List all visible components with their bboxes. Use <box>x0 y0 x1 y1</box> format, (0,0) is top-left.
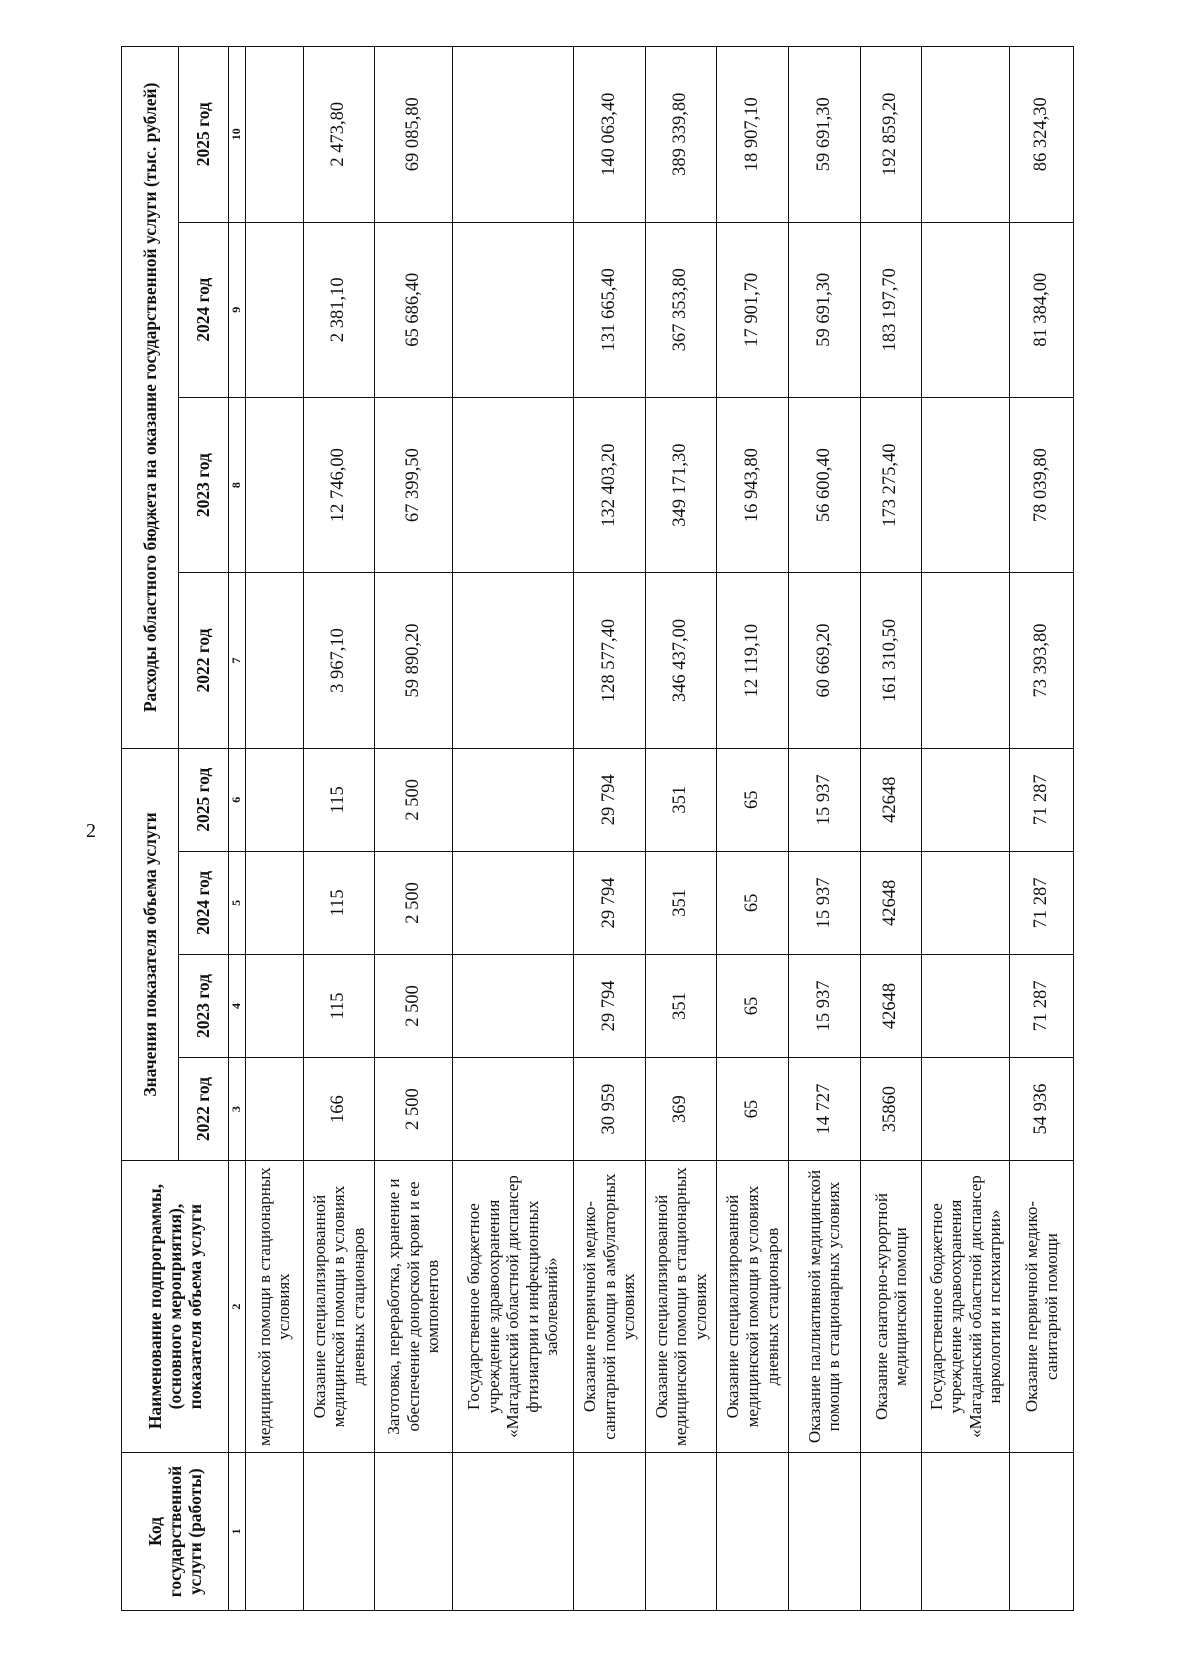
value-cell-s2023 <box>246 397 303 572</box>
header-spend-year: 2022 год <box>179 573 229 748</box>
service-name-cell: Оказание санаторно-курортной медицинской помощи <box>860 1161 921 1453</box>
header-spend-year: 2025 год <box>179 47 229 223</box>
value-cell-s2024: 17 901,70 <box>717 222 789 397</box>
page-number: 2 <box>86 820 96 842</box>
value-cell-s2025: 140 063,40 <box>574 47 646 223</box>
value-cell-s2022 <box>922 573 1010 748</box>
service-code-cell <box>1010 1453 1074 1611</box>
value-cell-v2025: 71 287 <box>1010 748 1074 851</box>
value-cell-v2025 <box>453 748 574 851</box>
column-number: 3 <box>229 1058 246 1161</box>
column-number: 9 <box>229 222 246 397</box>
value-cell-v2023: 29 794 <box>574 954 646 1057</box>
service-name-cell: медицинской помощи в стационарных условиях <box>246 1161 303 1453</box>
value-cell-s2024: 183 197,70 <box>860 222 921 397</box>
value-cell-s2024: 2 381,10 <box>303 222 375 397</box>
table-row <box>246 47 303 1611</box>
value-cell-v2023: 115 <box>303 954 375 1057</box>
value-cell-v2022 <box>922 1058 1010 1161</box>
value-cell-v2023: 351 <box>645 954 717 1057</box>
service-code-cell <box>789 1453 861 1611</box>
value-cell-s2024: 81 384,00 <box>1010 222 1074 397</box>
value-cell-v2025: 65 <box>717 748 789 851</box>
value-cell-s2023: 173 275,40 <box>860 397 921 572</box>
value-cell-s2023: 16 943,80 <box>717 397 789 572</box>
service-name-cell: Оказание первичной медико-санитарной помощи <box>1010 1161 1074 1453</box>
value-cell-s2024 <box>246 222 303 397</box>
value-cell-s2025 <box>922 47 1010 223</box>
column-number: 5 <box>229 851 246 954</box>
value-cell-v2024: 29 794 <box>574 851 646 954</box>
table-row <box>453 47 574 1611</box>
value-cell-v2022: 65 <box>717 1058 789 1161</box>
service-code-cell <box>922 1453 1010 1611</box>
value-cell-s2023: 12 746,00 <box>303 397 375 572</box>
column-number: 8 <box>229 397 246 572</box>
value-cell-s2025 <box>246 47 303 223</box>
value-cell-s2022 <box>453 573 574 748</box>
table-row <box>375 47 453 1611</box>
header-spend-year: 2023 год <box>179 397 229 572</box>
value-cell-v2023 <box>453 954 574 1057</box>
value-cell-v2024 <box>453 851 574 954</box>
value-cell-s2024: 59 691,30 <box>789 222 861 397</box>
value-cell-v2023: 15 937 <box>789 954 861 1057</box>
value-cell-v2022 <box>246 1058 303 1161</box>
header-volume-year: 2024 год <box>179 851 229 954</box>
value-cell-v2024: 42648 <box>860 851 921 954</box>
value-cell-v2025: 15 937 <box>789 748 861 851</box>
value-cell-v2024: 351 <box>645 851 717 954</box>
service-code-cell <box>453 1453 574 1611</box>
value-cell-v2022: 2 500 <box>375 1058 453 1161</box>
value-cell-v2025 <box>246 748 303 851</box>
header-volume-year: 2022 год <box>179 1058 229 1161</box>
value-cell-v2023: 42648 <box>860 954 921 1057</box>
value-cell-s2023 <box>453 397 574 572</box>
value-cell-v2022: 14 727 <box>789 1058 861 1161</box>
value-cell-v2025: 115 <box>303 748 375 851</box>
value-cell-s2025: 18 907,10 <box>717 47 789 223</box>
value-cell-v2023: 65 <box>717 954 789 1057</box>
service-code-cell <box>717 1453 789 1611</box>
header-volume-year: 2025 год <box>179 748 229 851</box>
value-cell-s2023: 132 403,20 <box>574 397 646 572</box>
table-row <box>717 47 789 1611</box>
value-cell-s2025: 86 324,30 <box>1010 47 1074 223</box>
value-cell-s2023: 78 039,80 <box>1010 397 1074 572</box>
service-name-cell: Государственное бюджетное учреждение здравоохранения «Магаданский областной диспансер наркологии и психиатрии» <box>922 1161 1010 1453</box>
value-cell-s2022 <box>246 573 303 748</box>
value-cell-s2025: 192 859,20 <box>860 47 921 223</box>
service-code-cell <box>303 1453 375 1611</box>
service-name-cell: Оказание специализированной медицинской помощи в условиях дневных стационаров <box>303 1161 375 1453</box>
value-cell-v2024: 71 287 <box>1010 851 1074 954</box>
value-cell-v2025: 42648 <box>860 748 921 851</box>
service-code-cell <box>375 1453 453 1611</box>
service-name-cell: Оказание специализированной медицинской помощи в условиях дневных стационаров <box>717 1161 789 1453</box>
column-number: 7 <box>229 573 246 748</box>
service-name-cell: Оказание первичной медико-санитарной помощи в амбулаторных условиях <box>574 1161 646 1453</box>
column-number: 10 <box>229 47 246 223</box>
value-cell-v2025: 351 <box>645 748 717 851</box>
value-cell-v2022: 166 <box>303 1058 375 1161</box>
value-cell-s2025 <box>453 47 574 223</box>
table-row <box>645 47 717 1611</box>
value-cell-s2022: 3 967,10 <box>303 573 375 748</box>
value-cell-s2025: 59 691,30 <box>789 47 861 223</box>
value-cell-s2022: 59 890,20 <box>375 573 453 748</box>
value-cell-v2023 <box>246 954 303 1057</box>
service-code-cell <box>246 1453 303 1611</box>
value-cell-s2022: 60 669,20 <box>789 573 861 748</box>
value-cell-v2024: 65 <box>717 851 789 954</box>
header-code: Код государственной услуги (работы) <box>122 1453 229 1611</box>
service-code-cell <box>860 1453 921 1611</box>
value-cell-v2024: 2 500 <box>375 851 453 954</box>
header-spend-group: Расходы областного бюджета на оказание государственной услуги (тыс. рублей) <box>122 47 179 749</box>
table-row <box>574 47 646 1611</box>
value-cell-v2025: 2 500 <box>375 748 453 851</box>
header-volume-group: Значения показателя объема услуги <box>122 748 179 1160</box>
table-row <box>1010 47 1074 1611</box>
value-cell-s2023: 67 399,50 <box>375 397 453 572</box>
column-number: 2 <box>229 1161 246 1453</box>
header-spend-year: 2024 год <box>179 222 229 397</box>
value-cell-v2024: 15 937 <box>789 851 861 954</box>
value-cell-s2022: 346 437,00 <box>645 573 717 748</box>
value-cell-s2025: 69 085,80 <box>375 47 453 223</box>
value-cell-v2025 <box>922 748 1010 851</box>
value-cell-v2024 <box>246 851 303 954</box>
value-cell-v2022: 54 936 <box>1010 1058 1074 1161</box>
table-row <box>922 47 1010 1611</box>
services-table <box>121 46 1074 1611</box>
value-cell-s2025: 2 473,80 <box>303 47 375 223</box>
service-name-cell: Государственное бюджетное учреждение здравоохранения «Магаданский областной диспансер фтизиатрии и инфекционных заболеваний» <box>453 1161 574 1453</box>
value-cell-s2023: 56 600,40 <box>789 397 861 572</box>
value-cell-s2024: 131 665,40 <box>574 222 646 397</box>
value-cell-v2024: 115 <box>303 851 375 954</box>
service-name-cell: Оказание паллиативной медицинской помощи в стационарных условиях <box>789 1161 861 1453</box>
value-cell-s2022: 161 310,50 <box>860 573 921 748</box>
value-cell-s2023 <box>922 397 1010 572</box>
column-number: 6 <box>229 748 246 851</box>
value-cell-v2023: 2 500 <box>375 954 453 1057</box>
value-cell-s2022: 73 393,80 <box>1010 573 1074 748</box>
value-cell-s2022: 128 577,40 <box>574 573 646 748</box>
table-row <box>303 47 375 1611</box>
value-cell-v2022: 35860 <box>860 1058 921 1161</box>
service-name-cell: Оказание специализированной медицинской помощи в стационарных условиях <box>645 1161 717 1453</box>
value-cell-v2023: 71 287 <box>1010 954 1074 1057</box>
value-cell-v2023 <box>922 954 1010 1057</box>
header-name: Наименование подпрограммы, (основного мероприятия), показателя объема услуги <box>122 1161 229 1453</box>
value-cell-s2024: 65 686,40 <box>375 222 453 397</box>
column-number: 1 <box>229 1453 246 1611</box>
value-cell-s2023: 349 171,30 <box>645 397 717 572</box>
value-cell-s2022: 12 119,10 <box>717 573 789 748</box>
column-number: 4 <box>229 954 246 1057</box>
value-cell-s2024 <box>922 222 1010 397</box>
value-cell-v2022: 30 959 <box>574 1058 646 1161</box>
header-volume-year: 2023 год <box>179 954 229 1057</box>
value-cell-s2024: 367 353,80 <box>645 222 717 397</box>
table-row <box>860 47 921 1611</box>
table-row <box>789 47 861 1611</box>
service-code-cell <box>574 1453 646 1611</box>
service-name-cell: Заготовка, переработка, хранение и обеспечение донорской крови и ее компонентов <box>375 1161 453 1453</box>
value-cell-v2025: 29 794 <box>574 748 646 851</box>
value-cell-s2025: 389 339,80 <box>645 47 717 223</box>
service-code-cell <box>645 1453 717 1611</box>
value-cell-v2022 <box>453 1058 574 1161</box>
value-cell-v2022: 369 <box>645 1058 717 1161</box>
value-cell-v2024 <box>922 851 1010 954</box>
rotated-table-container <box>121 46 1074 1611</box>
value-cell-s2024 <box>453 222 574 397</box>
